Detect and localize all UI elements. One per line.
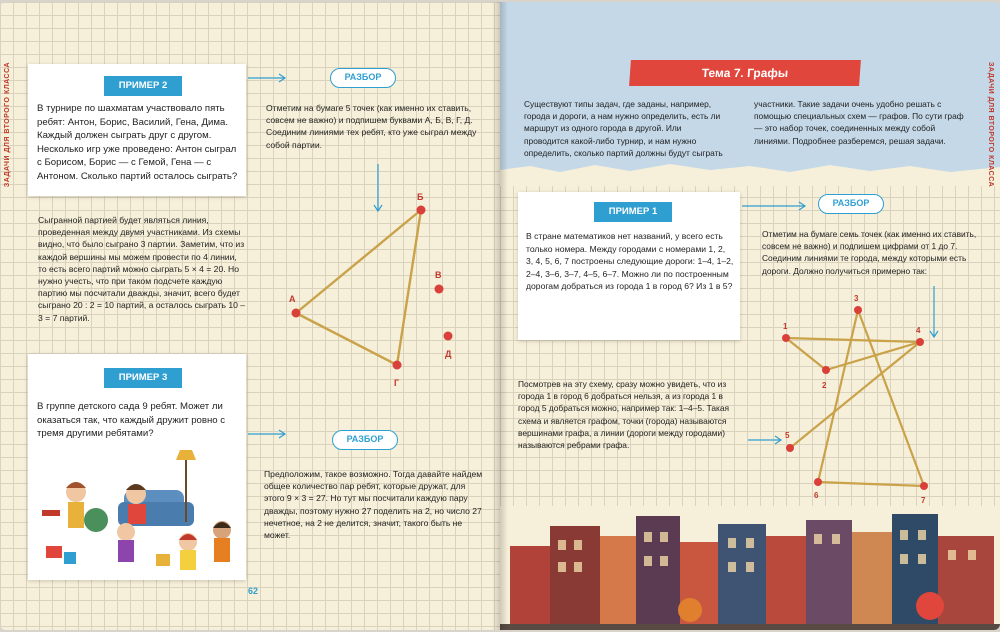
edge-1-2 [786,338,826,370]
intro-left-text: Существуют типы задач, где заданы, например, города и дороги, а нам нужно определить, есть ли маршрут из одного города в другой. Или проводится какой-либо турнир, и нам нужно определить, сколько партий должны будут сыграть [524,99,723,158]
label-1: 1 [783,322,788,331]
graph-edges [296,210,421,365]
edge-6-7 [818,482,924,486]
label-6: 6 [814,491,819,500]
arrow-icon [740,200,810,212]
label-3: 3 [854,294,859,303]
example2-text: В турнире по шахматам участвовало пять ребят: Антон, Борис, Василий, Гена, Дима. Каждый должен сыграть друг с другом. Несколько игр уже проведено: Антон сыграл с Борисом, Борис — с Гемой, Гена — с Антоном. Сколько партий осталось сыграть? [37,103,238,182]
razbor-label: РАЗБОР [818,194,884,214]
label-d: Д [445,349,452,359]
city-graph [770,292,950,512]
edge-3-6 [818,310,858,482]
razbor1-text: Отметим на бумаге 5 точек (как именно их ставить, совсем не важно) и подпишем буквами А, Б, В, Г, Д. Соединим линиями тех ребят, кто уже сыграл между собой партии. [266,103,477,150]
vertex-g [393,361,402,370]
example2-label: ПРИМЕР 2 [104,76,182,96]
conclusion-text: Посмотрев на эту схему, сразу можно увидеть, что из города 1 в город 6 добраться нельзя, а из города 1 в город 5 добраться можно, например так: 1–4–5. Такая схема и является графом, точки (города) называются вершинами графа, а линии (дороги между городами) называются ребрами графа. [518,379,730,451]
arrow-icon [246,428,290,440]
chess-graph [280,192,470,392]
kids-illustration [36,450,240,574]
vertex-3 [854,306,862,314]
vertex-d [444,332,453,341]
intro-right-text: участники. Такие задачи очень удобно решать с помощью специальных схем — графов. По сути граф — это набор точек, соединенных между собой линиями. Подробнее разберемся, решая задачи. [754,99,964,146]
vertex-2 [822,366,830,374]
label-v: В [435,270,442,280]
razbor-text: Отметим на бумаге семь точек (как именно их ставить, совсем не важно) и подпишем цифрами от 1 до 7. Соединим линиями те города, между которыми есть дороги. Должно получиться примерно так: [762,229,977,276]
edge-g-a [296,313,397,365]
city-skyline-illustration [500,506,1000,630]
razbor1-label: РАЗБОР [330,68,396,88]
label-2: 2 [822,381,827,390]
vertex-4 [916,338,924,346]
edge-3-7 [858,310,924,486]
razbor2-text: Предположим, такое возможно. Тогда давайте найдем общее количество пар ребят, которые дружат, для этого 9 × 3 = 27. Но тут мы посчитали каждую пару дважды, поэтому нужно 27 поделить на 2, но число 27 нечетное, на 2 не делится, значит, такого быть не может. [264,469,483,541]
topic-title: Тема 7. Графы [629,60,861,86]
vertex-6 [814,478,822,486]
vertex-b [417,206,426,215]
vertex-a [292,309,301,318]
edge-b-g [397,210,421,365]
arrow-icon [246,72,290,84]
edge-1-4 [786,338,920,342]
side-label-right: ЗАДАЧИ ДЛЯ ВТОРОГО КЛАССА [987,62,994,188]
solution-text: Сыгранной партией будет являться линия, проведенная между двумя участниками. Из схемы видно, что было сыграно 3 партии. Заметим, что из каждой вершины мы можем провести по 4 линии, то есть всего партий можно сыграть 5 × 4 = 20. Но нужно учесть, что при таком подсчете каждую партию мы посчитали дважды, значит, всего будет сыграно 20 : 2 = 10 партий, а осталось сыграть 10 – 3 = 7 партий. [38,215,246,323]
right-page [500,2,1000,630]
example1-text: В стране математиков нет названий, у всего есть только номера. Между городами с номерами 1, 2, 3, 4, 5, 6, 7 построены следующие дороги: 1–4, 1–2, 2–4, 3–6, 3–7, 4–5, 6–7. Можно ли по построенным дорогам добраться из города 1 в город 6? Из 1 в 5? [526,231,734,292]
side-label-left: ЗАДАЧИ ДЛЯ ВТОРОГО КЛАССА [4,62,11,188]
example1-label: ПРИМЕР 1 [594,202,672,222]
vertex-5 [786,444,794,452]
page-number: 62 [248,586,259,596]
edge-2-4 [826,342,920,370]
label-a: А [289,294,296,304]
example3-text: В группе детского сада 9 ребят. Может ли оказаться так, что каждый дружит ровно с тремя другими ребятами? [37,401,226,439]
razbor2-label: РАЗБОР [332,430,398,450]
torn-edge [500,162,1000,186]
vertex-1 [782,334,790,342]
label-7: 7 [921,496,926,505]
left-page [0,2,500,630]
label-5: 5 [785,431,790,440]
vertex-7 [920,482,928,490]
vertex-v [435,285,444,294]
label-4: 4 [916,326,921,335]
example3-label: ПРИМЕР 3 [104,368,182,388]
edge-a-b [296,210,421,313]
label-b: Б [417,192,424,202]
label-g: Г [394,378,400,388]
